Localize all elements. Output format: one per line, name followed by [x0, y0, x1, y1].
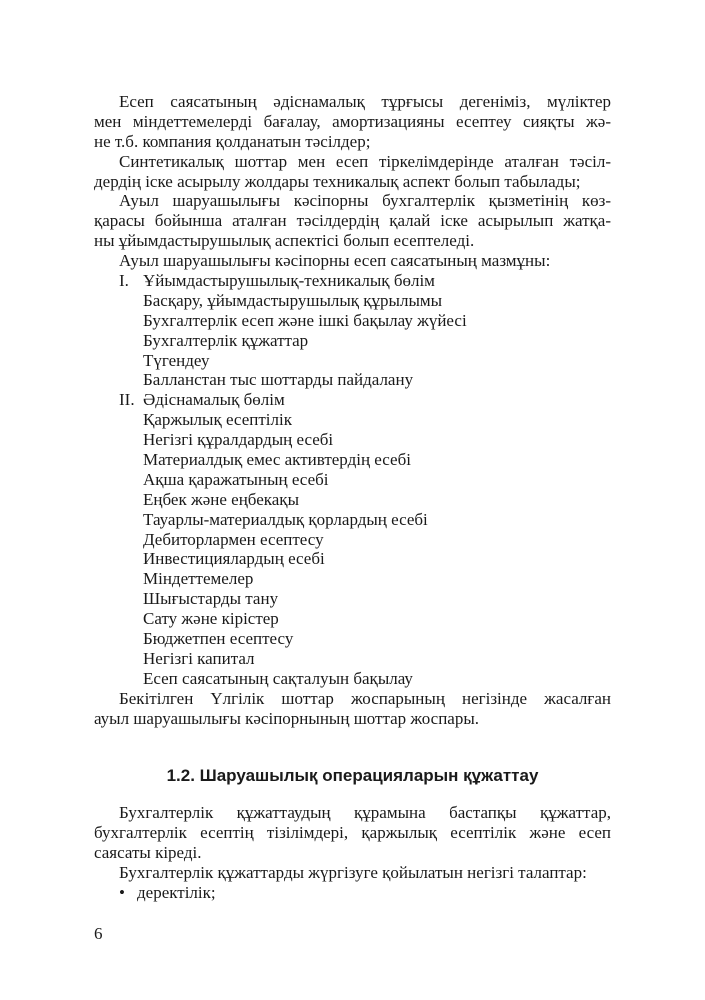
page-number: 6: [94, 924, 103, 943]
list-item: Еңбек және еңбекақы: [143, 489, 299, 509]
list-item: Есеп саясатының сақталуын бақылау: [143, 668, 413, 688]
paragraph-line: Бухгалтерлік құжаттаудың құрамына бастапқы құжаттар,: [119, 803, 611, 822]
paragraph-line: саясаты кіреді.: [94, 842, 202, 862]
section-number: I.: [119, 271, 129, 291]
paragraph-line: мен міндеттемелерді бағалау, амортизацияны есептеу сияқты жә-: [94, 111, 611, 131]
section-heading: [94, 271, 611, 291]
list-item: Ақша қаражатының есебі: [143, 469, 329, 489]
paragraph-line: қарасы бойынша аталған тәсілдердің қалай іске асырылып жатқа-: [94, 211, 611, 231]
list-item: Қаржылық есептілік: [143, 410, 292, 430]
paragraph-line: Ауыл шаруашылығы кәсіпорны бухгалтерлік қызметінің көз-: [119, 191, 611, 211]
list-item: Материалдық емес активтердің есебі: [143, 450, 411, 470]
list-item: Дебиторлармен есептесу: [143, 529, 324, 549]
list-item: Тауарлы-материалдық қорлардың есебі: [143, 509, 428, 529]
requirements-intro: Бухгалтерлік құжаттарды жүргізуге қойылатын негізгі талаптар:: [119, 862, 587, 882]
section-heading: [94, 390, 611, 410]
list-item: Негізгі капитал: [143, 648, 255, 668]
paragraph-line: бухгалтерлік есептің тізілімдері, қаржылық есептілік және есеп: [94, 822, 611, 842]
section-title: Ұйымдастырушылық-техникалық бөлім: [143, 271, 435, 291]
paragraph-line: Есеп саясатының әдіснамалық тұрғысы дегеніміз, мүліктер: [119, 92, 611, 111]
paragraph-line: дердің іске асырылу жолдары техникалық аспект болып табылады;: [94, 171, 581, 191]
list-item: Түгендеу: [143, 350, 210, 370]
section-title: Әдіснамалық бөлім: [143, 390, 285, 410]
list-item: Сату және кірістер: [143, 609, 279, 629]
paragraph-line: не т.б. компания қолданатын тәсілдер;: [94, 131, 371, 151]
bullet-item: [94, 883, 611, 903]
list-item: Инвестициялардың есебі: [143, 549, 325, 569]
page-body: [94, 92, 611, 729]
list-item: Негізгі құралдардың есебі: [143, 430, 334, 450]
list-item: Бухгалтерлік есеп және ішкі бақылау жүйесі: [143, 310, 467, 330]
section-2-body: [94, 803, 611, 902]
section-number: II.: [119, 390, 135, 410]
list-item: Шығыстарды тану: [143, 589, 279, 609]
list-item: Міндеттемелер: [143, 569, 254, 589]
bullet-icon: •: [119, 882, 125, 902]
paragraph-line: ны ұйымдастырушылық аспектісі болып есептеледі.: [94, 231, 475, 251]
paragraph-line: Синтетикалық шоттар мен есеп тіркелімдерінде аталған тәсіл-: [119, 151, 611, 171]
closing-line: ауыл шаруашылығы кәсіпорнының шоттар жоспары.: [94, 708, 480, 728]
list-item: Балланстан тыс шоттарды пайдалану: [143, 370, 414, 390]
list-item: Бухгалтерлік құжаттар: [143, 330, 309, 350]
bullet-text: деректілік;: [137, 882, 216, 902]
content-intro: Ауыл шаруашылығы кәсіпорны есеп саясатының мазмұны:: [119, 251, 551, 271]
closing-line: Бекітілген Үлгілік шоттар жоспарының негізінде жасалған: [119, 688, 611, 708]
section-heading-1-2: 1.2. Шаруашылық операцияларын құжаттау: [166, 766, 539, 785]
list-item: Басқару, ұйымдастырушылық құрылымы: [143, 290, 443, 310]
list-item: Бюджетпен есептесу: [143, 629, 294, 649]
